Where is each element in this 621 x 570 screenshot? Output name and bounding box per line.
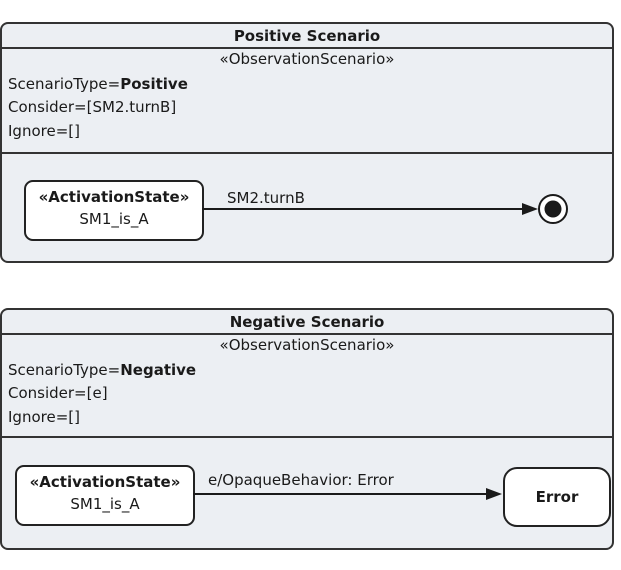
transition-label: e/OpaqueBehavior: Error <box>208 471 394 489</box>
state-name: SM1_is_A <box>79 210 149 228</box>
negative-scenario-title: Negative Scenario <box>229 313 385 331</box>
positive-consider: Consider=[SM2.turnB] <box>8 98 177 116</box>
negative-ignore: Ignore=[] <box>8 408 80 426</box>
state-name: SM1_is_A <box>70 495 140 513</box>
transition-label: SM2.turnB <box>227 189 305 207</box>
transition-edge <box>0 22 614 263</box>
final-state-icon <box>539 195 567 223</box>
scenario-type-key: ScenarioType= <box>8 75 121 93</box>
scenario-type-key: ScenarioType= <box>8 361 121 379</box>
negative-scenario-stereotype: «ObservationScenario» <box>219 336 395 354</box>
scenario-type-value: Negative <box>120 361 197 379</box>
positive-scenario-title: Positive Scenario <box>233 27 381 45</box>
positive-scenario-stereotype: «ObservationScenario» <box>219 50 395 68</box>
positive-ignore: Ignore=[] <box>8 122 80 140</box>
negative-scenario-frame <box>0 308 614 550</box>
error-state-node[interactable] <box>503 467 611 527</box>
error-state-label: Error <box>535 488 579 506</box>
scenario-type-value: Positive <box>120 75 188 93</box>
state-stereotype: «ActivationState» <box>29 473 181 491</box>
positive-scenario-frame <box>0 22 614 263</box>
negative-consider: Consider=[e] <box>8 384 108 402</box>
state-stereotype: «ActivationState» <box>38 188 190 206</box>
